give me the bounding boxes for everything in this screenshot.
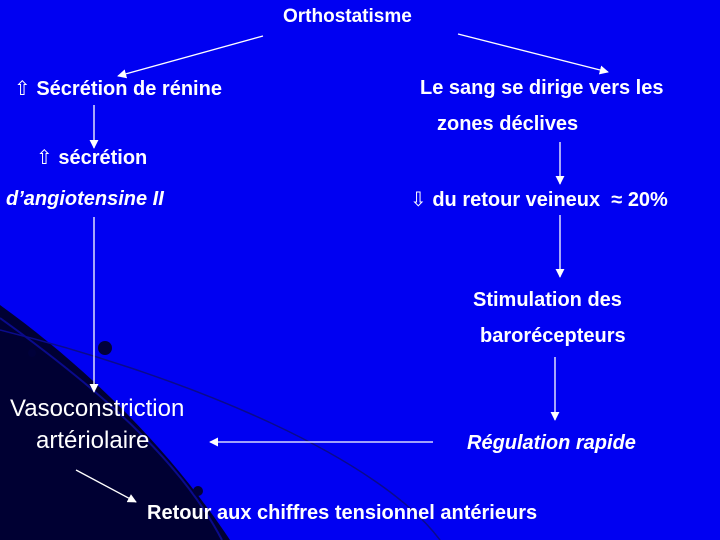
down-arrow-icon: ⇩ — [410, 187, 427, 211]
sang-label-line1: Le sang se dirige vers les — [420, 77, 664, 99]
vasoconstriction-label-line1: Vasoconstriction — [10, 395, 185, 422]
conclusion-label: Retour aux chiffres tensionnel antérieurs — [147, 502, 538, 524]
arrow-to-sang — [458, 34, 608, 72]
vasoconstriction-label-line2: artériolaire — [36, 427, 150, 454]
stimulation-label-line2: barorécepteurs — [480, 325, 626, 347]
retour-veineux-label — [410, 187, 668, 212]
renine-text: Sécrétion de rénine — [36, 78, 222, 100]
up-arrow-icon: ⇧ — [14, 76, 31, 100]
title-orthostatisme: Orthostatisme — [283, 6, 412, 27]
regulation-label: Régulation rapide — [467, 432, 636, 454]
approx-symbol: ≈ — [611, 189, 623, 211]
arrow-to-conclusion — [76, 470, 136, 502]
angiotensine-text-line1: sécrétion — [58, 147, 148, 169]
renine-secretion-label — [14, 76, 222, 101]
angiotensine-label-line1 — [36, 145, 147, 170]
up-arrow-icon: ⇧ — [36, 145, 53, 169]
arrow-to-renine — [118, 36, 263, 76]
stimulation-label-line1: Stimulation des — [473, 289, 622, 311]
angiotensine-label-line2: d’angiotensine II — [6, 188, 164, 210]
retour-veineux-value: 20% — [627, 189, 668, 211]
retour-veineux-text: du retour veineux — [432, 189, 601, 211]
sang-label-line2: zones déclives — [437, 113, 579, 135]
